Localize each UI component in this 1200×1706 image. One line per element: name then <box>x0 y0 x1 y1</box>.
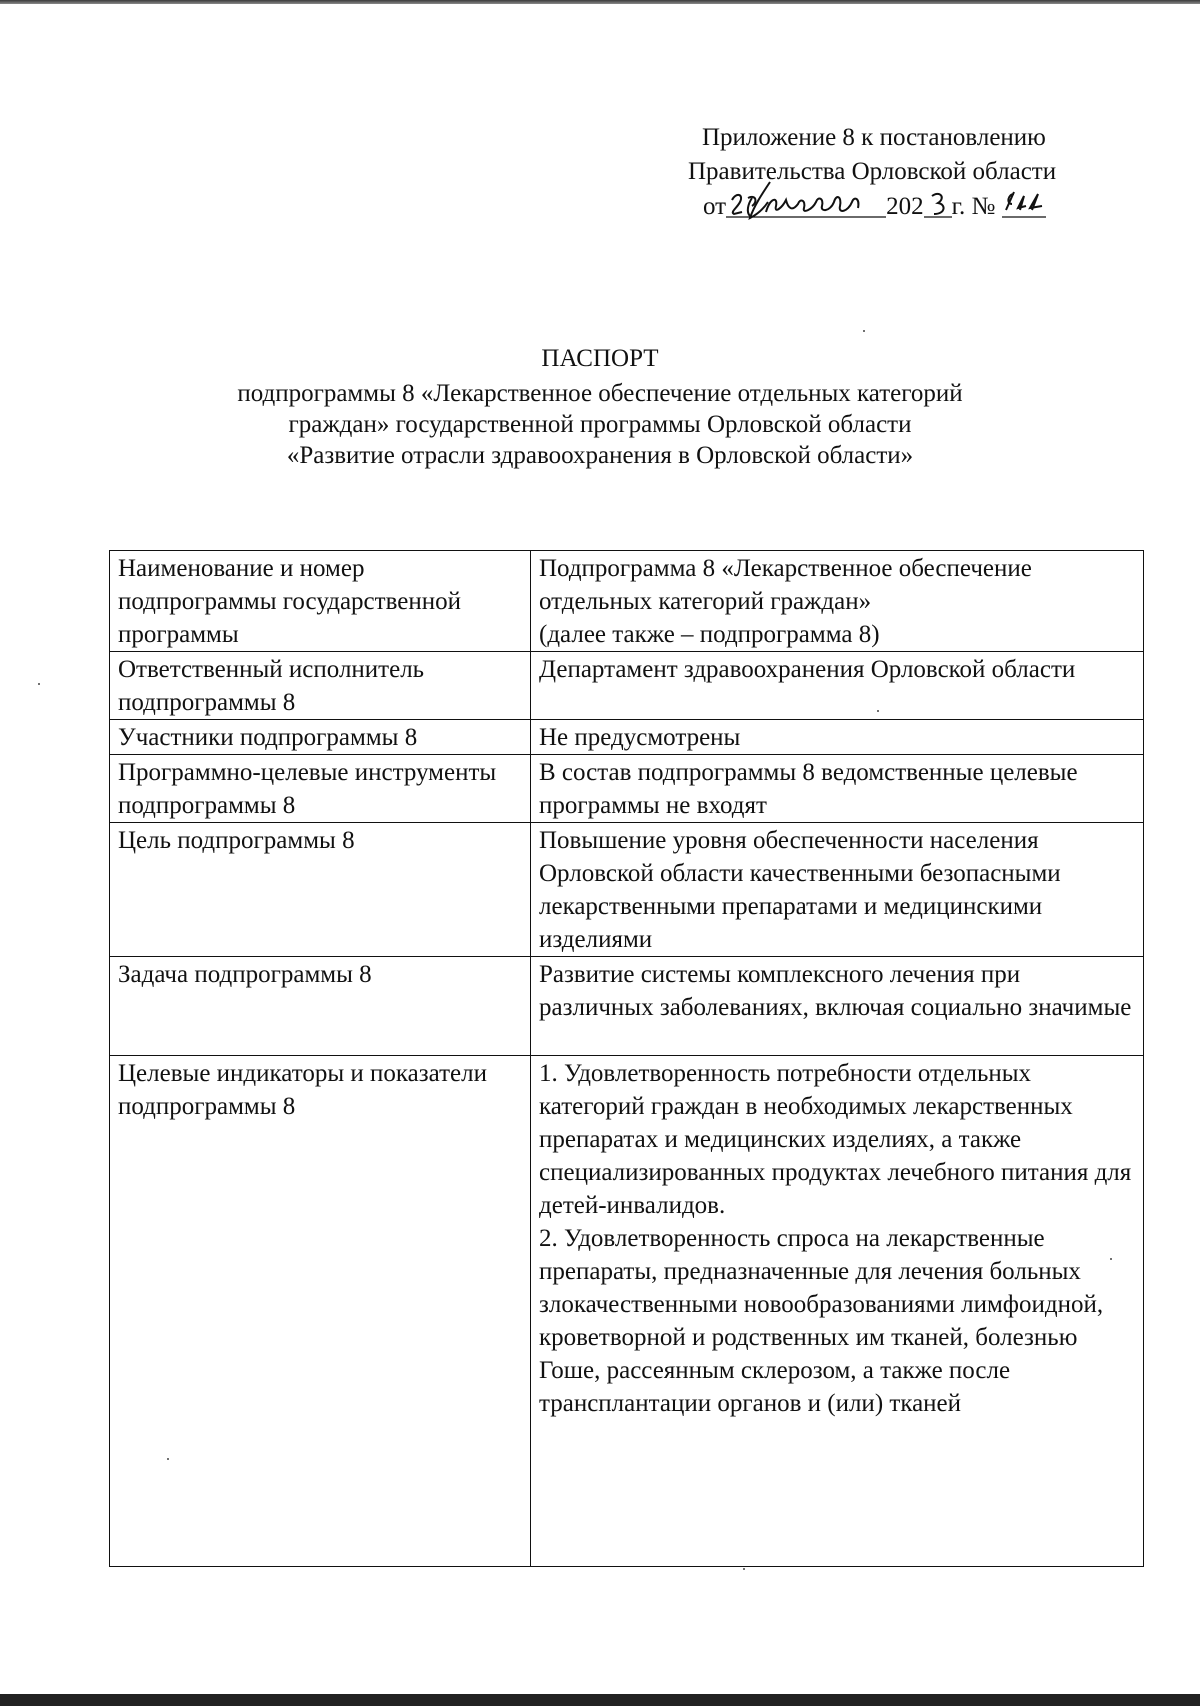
scan-speck <box>743 1568 745 1570</box>
scan-speck <box>1110 1258 1112 1260</box>
row-value-text: Департамент здравоохранения Орловской области <box>539 656 1076 683</box>
subtitle-line: граждан» государственной программы Орловской области <box>288 411 912 438</box>
table-row <box>110 957 1144 1056</box>
row-value-text: В состав подпрограммы 8 ведомственные целевые программы не входят <box>539 759 1078 819</box>
scan-bottom-edge <box>0 1694 1200 1706</box>
number-prefix: г. № <box>951 193 996 220</box>
row-value-cell <box>531 720 1144 755</box>
row-value-cell <box>531 755 1144 823</box>
handwritten-year-digit <box>924 190 952 220</box>
row-value-text: Развитие системы комплексного лечения при различных заболеваниях, включая социально значимые <box>539 961 1132 1021</box>
handwritten-number <box>1002 190 1046 220</box>
appendix-line-1: Приложение 8 к постановлению <box>702 124 1046 151</box>
date-prefix: от <box>703 193 727 220</box>
signature-tail-stroke <box>740 180 780 222</box>
row-value-cell <box>531 823 1144 957</box>
table-row <box>110 720 1144 755</box>
row-value-text: 2. Удовлетворенность спроса на лекарственные препараты, предназначенные для лечения больных злокачественными новообразованиями лимфоидной, кроветворной и родственных им тканей, болезнью Гоше, рассеянным склерозом, а также после трансплантации органов и (или) тканей <box>539 1225 1104 1417</box>
subtitle-line: «Развитие отрасли здравоохранения в Орловской области» <box>286 442 914 469</box>
subtitle-line: подпрограммы 8 «Лекарственное обеспечение отдельных категорий <box>237 380 963 407</box>
row-name-cell: Цель подпрограммы 8 <box>110 823 531 957</box>
row-value-text: (далее также – подпрограмма 8) <box>539 621 880 648</box>
row-value-cell <box>531 652 1144 720</box>
scan-top-edge <box>0 0 1200 4</box>
table-row <box>110 823 1144 957</box>
row-name-cell: Задача подпрограммы 8 <box>110 957 531 1056</box>
document-subtitle <box>150 378 1050 471</box>
row-value-text: Подпрограмма 8 «Лекарственное обеспечение отдельных категорий граждан» <box>539 555 1032 615</box>
scan-speck <box>167 1458 169 1460</box>
row-value-cell <box>531 551 1144 652</box>
scan-speck <box>877 710 879 712</box>
row-name-cell: Программно-целевые инструменты подпрограммы 8 <box>110 755 531 823</box>
scan-speck <box>863 330 865 332</box>
row-name-cell: Наименование и номер подпрограммы государственной программы <box>110 551 531 652</box>
document-title: ПАСПОРТ <box>541 345 659 372</box>
row-name-cell: Целевые индикаторы и показатели подпрограммы 8 <box>110 1056 531 1567</box>
passport-table <box>109 550 1144 1567</box>
row-value-cell <box>531 957 1144 1056</box>
table-row <box>110 652 1144 720</box>
row-value-cell <box>531 1056 1144 1567</box>
scan-speck <box>38 683 40 685</box>
row-name-cell: Участники подпрограммы 8 <box>110 720 531 755</box>
table-row <box>110 755 1144 823</box>
row-value-text: 1. Удовлетворенность потребности отдельных категорий граждан в необходимых лекарственных препаратах и медицинских изделиях, а также специализированных продуктах лечебного питания для детей-инвалидов. <box>539 1060 1132 1219</box>
table-row <box>110 1056 1144 1567</box>
row-name-cell: Ответственный исполнитель подпрограммы 8 <box>110 652 531 720</box>
appendix-line-2: Правительства Орловской области <box>688 158 1057 185</box>
year-prefix: 202 <box>886 193 924 220</box>
table-row <box>110 551 1144 652</box>
row-value-text: Повышение уровня обеспеченности населения Орловской области качественными безопасными лекарственными препаратами и медицинскими изделиями <box>539 827 1061 953</box>
row-value-text: Не предусмотрены <box>539 724 741 751</box>
